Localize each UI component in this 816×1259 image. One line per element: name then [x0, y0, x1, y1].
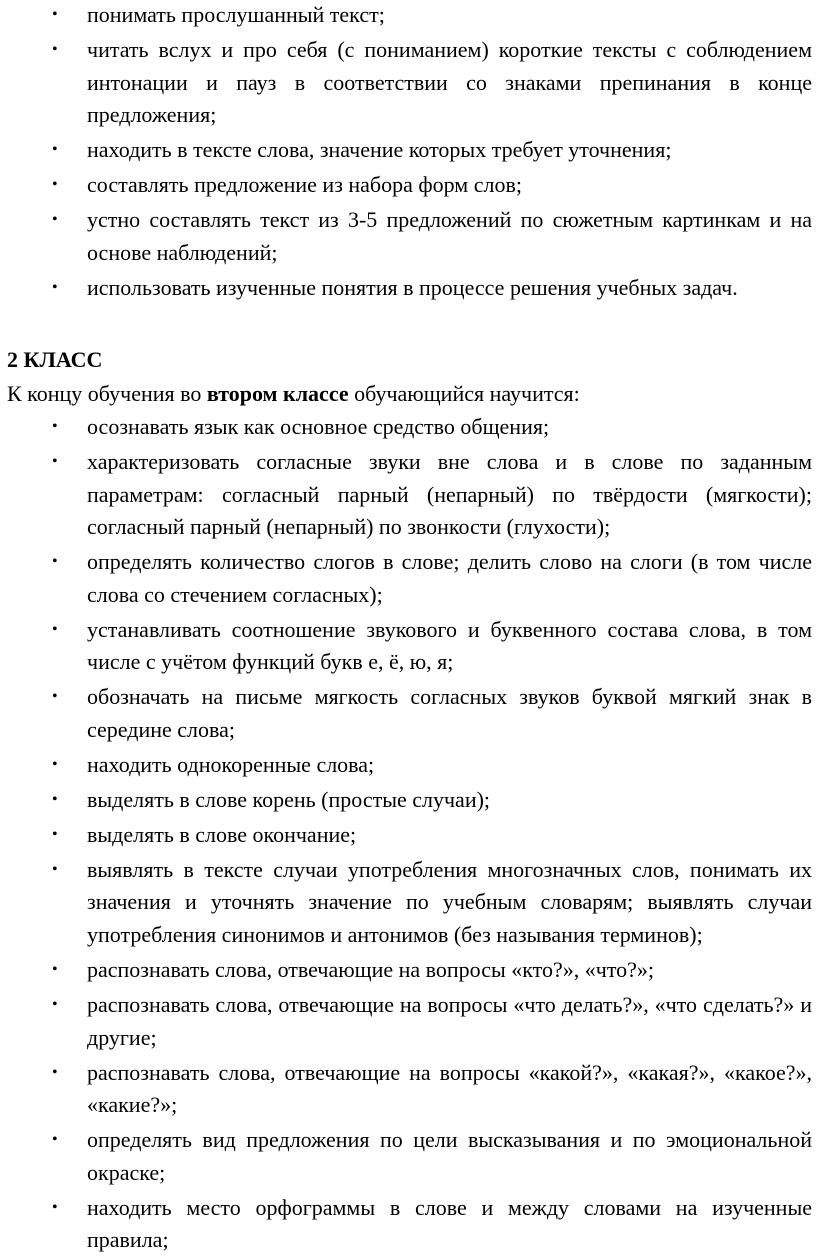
intro-text-end: обучающийся научится: [348, 381, 580, 406]
list-item: • выделять в слове окончание; [0, 819, 816, 852]
list-item: • определять вид предложения по цели высказывания и по эмоциональной окраске; [0, 1124, 816, 1189]
list-item: • использовать изученные понятия в процессе решения учебных задач. [0, 272, 816, 305]
list-item: • обозначать на письме мягкость согласных звуков буквой мягкий знак в середине слова; [0, 681, 816, 746]
list-item: • определять количество слогов в слове; делить слово на слоги (в том числе слова со стечением согласных); [0, 546, 816, 611]
list-item: • находить однокоренные слова; [0, 749, 816, 782]
skills-list-grade-2 [0, 411, 816, 1259]
list-item: • распознавать слова, отвечающие на вопросы «что делать?», «что сделать?» и другие; [0, 989, 816, 1054]
list-item: • понимать прослушанный текст; [0, 0, 816, 32]
list-item: • осознавать язык как основное средство общения; [0, 411, 816, 444]
intro-text-bold: втором классе [206, 381, 349, 406]
list-item: • распознавать слова, отвечающие на вопросы «кто?», «что?»; [0, 954, 816, 987]
list-item: • выявлять в тексте случаи употребления многозначных слов, понимать их значения и уточнять значение по учебным словарям; выявлять случаи употребления синонимов и антонимов (без называния терминов); [0, 854, 816, 952]
list-item: • находить место орфограммы в слове и между словами на изученные правила; [0, 1192, 816, 1257]
list-item: • выделять в слове корень (простые случаи); [0, 784, 816, 817]
list-item: • распознавать слова, отвечающие на вопросы «какой?», «какая?», «какое?», «какие?»; [0, 1057, 816, 1122]
section-heading: 2 КЛАСС [7, 347, 103, 372]
list-item: • устно составлять текст из 3-5 предложений по сюжетным картинкам и на основе наблюдений; [0, 204, 816, 269]
skills-list-grade-1 [0, 0, 816, 307]
list-item: • читать вслух и про себя (с пониманием) короткие тексты с соблюдением интонации и пауз в соответствии со знаками препинания в конце предложения; [0, 34, 816, 132]
list-item: • составлять предложение из набора форм слов; [0, 169, 816, 202]
list-item: • характеризовать согласные звуки вне слова и в слове по заданным параметрам: согласный парный (непарный) по твёрдости (мягкости); согласный парный (непарный) по звонкости (глухости); [0, 446, 816, 544]
intro-text-start: К концу обучения во [7, 381, 207, 406]
list-item: • находить в тексте слова, значение которых требует уточнения; [0, 134, 816, 167]
list-item: • устанавливать соотношение звукового и буквенного состава слова, в том числе с учётом функций букв е, ё, ю, я; [0, 614, 816, 679]
section-intro [7, 378, 580, 411]
